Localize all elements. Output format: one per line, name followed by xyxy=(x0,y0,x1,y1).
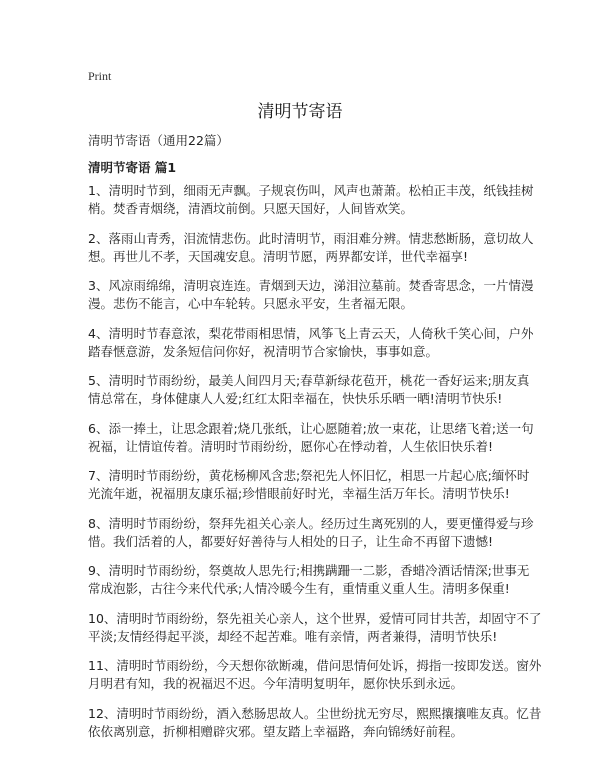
paragraph-line: 1、清明时节到，细雨无声飘。子规哀伤叫，风声也萧萧。松柏正丰茂，纸钱挂树 xyxy=(88,183,534,198)
paragraph xyxy=(88,277,534,313)
paragraph xyxy=(88,610,542,646)
paragraph-line: 2、落雨山青秀，泪流情悲伤。此时清明节，雨泪难分辨。情悲愁断肠，意切故人 xyxy=(88,230,534,246)
paragraph-line: 依依离别意，折柳相赠辟灾邪。望友踏上幸福路，奔向锦绣好前程。 xyxy=(88,723,464,739)
paragraph-line: 踏春惬意游，发条短信问你好，祝清明节合家愉快，事事如意。 xyxy=(88,343,439,359)
paragraph-line: 3、风凉雨绵绵，清明哀连连。青烟到天边，涕泪泣墓前。焚香寄思念，一片情漫 xyxy=(88,278,534,293)
document-subtitle: 清明节寄语（通用22篇） xyxy=(88,133,229,148)
paragraph-line: 12、清明时节雨纷纷，酒入愁肠思故人。尘世纷扰无穷尽，熙熙攘攘唯友真。忆昔 xyxy=(88,705,542,721)
paragraph-line: 梢。焚香青烟绕，清酒坟前倒。只愿天国好，人间皆欢笑。 xyxy=(88,201,414,216)
paragraph xyxy=(88,325,534,361)
paragraph-line: 惜。我们活着的人，都要好好善待与人相处的日子，让生命不再留下遗憾! xyxy=(88,533,494,549)
paragraph xyxy=(88,182,534,218)
paragraph xyxy=(88,420,534,456)
paragraph xyxy=(88,372,528,408)
paragraph-line: 11、清明时节雨纷纷，今天想你欲断魂，借问思情何处诉，拇指一按即发送。窗外 xyxy=(88,658,542,673)
paragraph-line: 平淡;友情经得起平淡，却经不起苦难。唯有亲情，两者兼得，清明节快乐! xyxy=(88,628,498,644)
paragraph-line: 祝福，让情谊传着。清明时节雨纷纷，愿你心在悸动着，人生依旧快乐着! xyxy=(88,438,494,454)
paragraph-line: 月明君有知，我的祝福迟不迟。今年清明复明年，愿你快乐到永远。 xyxy=(88,676,464,691)
paragraph-line: 5、清明时节雨纷纷，最美人间四月天;春草新绿花苞开，桃花一香好运来;朋友真 xyxy=(88,373,530,388)
print-link[interactable]: Print xyxy=(88,69,112,83)
section-heading: 清明节寄语 篇1 xyxy=(88,160,177,175)
paragraph xyxy=(88,562,528,598)
paragraph-line: 8、清明时节雨纷纷，祭拜先祖关心亲人。经历过生离死别的人，要更懂得爱与珍 xyxy=(88,515,534,531)
paragraph-line: 漫。悲伤不能言，心中车轮转。只愿永平安，生者福无限。 xyxy=(88,296,414,311)
paragraph-line: 6、添一捧土，让思念跟着;烧几张纸，让心愿随着;放一束花，让思绪飞着;送一句 xyxy=(88,420,534,436)
paragraph xyxy=(88,467,528,503)
paragraph-line: 常成泡影，古往今来代代承;人情冷暖今生有，重情重义重人生。清明多保重! xyxy=(88,581,510,596)
paragraph-line: 光流年逝，祝福朋友康乐福;珍惜眼前好时光，幸福生活万年长。清明节快乐! xyxy=(88,486,510,501)
document-title: 清明节寄语 xyxy=(257,102,343,122)
paragraph xyxy=(88,657,542,693)
paragraph-line: 情总常在，身体健康人人爱;红红太阳幸福在，快快乐乐晒一晒!清明节快乐! xyxy=(88,391,503,406)
paragraph-line: 9、清明时节雨纷纷，祭奠故人思先行;相携蹒跚一二影，香蜡冷酒话情深;世事无 xyxy=(88,563,530,578)
paragraph xyxy=(88,705,542,741)
paragraph-line: 4、清明时节春意浓，梨花带雨相思情，风筝飞上青云天，人倚秋千笑心间，户外 xyxy=(88,325,534,341)
paragraph-line: 想。再世儿不孝，天国魂安息。清明节愿，两界都安详，世代幸福享! xyxy=(88,248,469,264)
paragraph-list xyxy=(88,182,542,752)
paragraph-line: 10、清明时节雨纷纷，祭先祖关心亲人，这个世界，爱情可同甘共苦，却固守不了 xyxy=(88,610,542,626)
paragraph xyxy=(88,230,534,266)
paragraph-line: 7、清明时节雨纷纷，黄花杨柳风含悲;祭祀先人怀旧忆，相思一片起心底;缅怀时 xyxy=(88,468,530,483)
paragraph xyxy=(88,515,534,551)
